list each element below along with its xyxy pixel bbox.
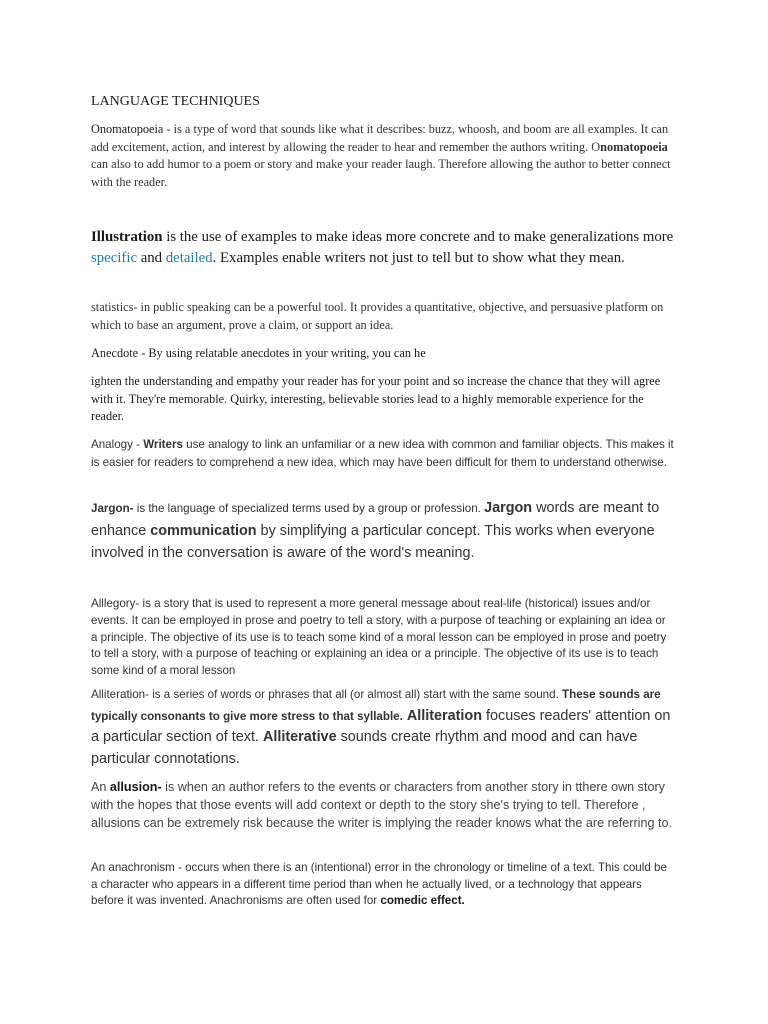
onomatopoeia-text-2: can also to add humor to a poem or story and make your reader laugh. Therefore allowing the author to better connect with the reader. xyxy=(91,157,671,189)
alliteration-term-3: Alliterative xyxy=(262,729,337,745)
anecdote-paragraph: ighten the understanding and empathy your reader has for your point and so increase the chance that they will agree with it. They're memorable. Quirky, interesting, believable stories lead to a highly memorable experience for the reader. xyxy=(91,374,661,423)
alliteration-text-1: Alliteration- is a series of words or phrases that all (or almost all) start with the same sound. xyxy=(91,688,563,701)
illustration-text-1: is the use of examples to make ideas more concrete and to make generalizations more xyxy=(162,229,674,245)
alliteration-bold-1: These sounds are typically consonants to give more stress to that syllable. xyxy=(91,688,661,723)
jargon-term-2: Jargon xyxy=(484,500,533,516)
jargon-text-3: by simplifying a particular concept. This works when everyone involved in the conversation is aware of the word's meaning. xyxy=(91,523,655,561)
onomatopoeia-term-2: nomatopoeia xyxy=(600,139,668,154)
allusion-text: is when an author refers to the events or characters from another story in tthere own story with the hopes that those events will add context or depth to the story she's trying to tell. Therefore , allusions can be extremely risk because the writer is implying the reader knows what the are referring to. xyxy=(91,780,672,830)
anachronism-text: An anachronism - occurs when there is an (intentional) error in the chronology or timeline of a text. This could be a character who appears in a different time period than when he actually lived, or a technology that appears before it was invented. Anachronisms are often used for xyxy=(91,861,667,907)
allusion-term: allusion- xyxy=(109,780,162,794)
jargon-paragraph xyxy=(91,497,675,564)
illustration-text-2: and xyxy=(137,249,166,266)
allusion-paragraph xyxy=(91,779,675,832)
onomatopoeia-term: Onomatopoeia xyxy=(91,122,164,136)
jargon-term-3: communication xyxy=(150,523,257,539)
page-title: LANGUAGE TECHNIQUES xyxy=(91,94,260,109)
analogy-paragraph xyxy=(91,436,675,471)
illustration-text-3: . Examples enable writers not just to tell but to show what they mean. xyxy=(212,249,625,266)
analogy-term: Writers xyxy=(143,438,183,451)
jargon-text-1: is the language of specialized terms used by a group or profession. xyxy=(133,502,485,515)
allegory-paragraph: Alllegory- is a story that is used to represent a more general message about real-life (historical) issues and/or events. It can be employed in prose and poetry to tell a story, with a purpose of teaching or explaining an idea or a principle. The objective of its use is to teach some kind of a moral lesson can be employed in prose and poetry to tell a story, with a purpose of teaching or explaining an idea or a principle. The objective of its use is to teach some kind of a moral lesson xyxy=(91,597,667,678)
detailed-link[interactable]: detailed xyxy=(165,249,213,266)
alliteration-term-2: Alliteration xyxy=(406,707,483,724)
alliteration-text-3: focuses readers' attention on a particular section of text. xyxy=(91,707,671,745)
onomatopoeia-paragraph xyxy=(91,121,675,191)
analogy-lead: Analogy - xyxy=(91,438,144,451)
jargon-text-2: words are meant to enhance xyxy=(91,500,660,539)
allusion-lead: An xyxy=(91,780,110,794)
alliteration-paragraph xyxy=(91,684,675,770)
alliteration-text-4: sounds create rhythm and mood and can have particular connotations. xyxy=(91,729,638,767)
onomatopoeia-text-1: - is a type of word that sounds like what it describes: buzz, whoosh, and boom are all examples. It can add excitement, action, and interest by allowing the reader to hear and remember the authors writing. O xyxy=(91,122,669,154)
illustration-paragraph xyxy=(91,227,675,268)
jargon-term-1: Jargon- xyxy=(91,502,134,515)
analogy-text: use analogy to link an unfamiliar or a new idea with common and familiar objects. This makes it is easier for readers to comprehend a new idea, which may have been difficult for them to understand otherwise. xyxy=(91,438,674,469)
anachronism-paragraph xyxy=(91,860,675,910)
specific-link[interactable]: specific xyxy=(91,249,138,266)
anachronism-bold: comedic effect. xyxy=(380,894,465,907)
illustration-term: Illustration xyxy=(91,229,163,245)
statistics-paragraph: statistics- in public speaking can be a powerful tool. It provides a quantitative, objective, and persuasive platform on which to base an argument, prove a claim, or support an idea. xyxy=(91,300,664,332)
anecdote-line-1: Anecdote - By using relatable anecdotes in your writing, you can he xyxy=(91,346,426,360)
